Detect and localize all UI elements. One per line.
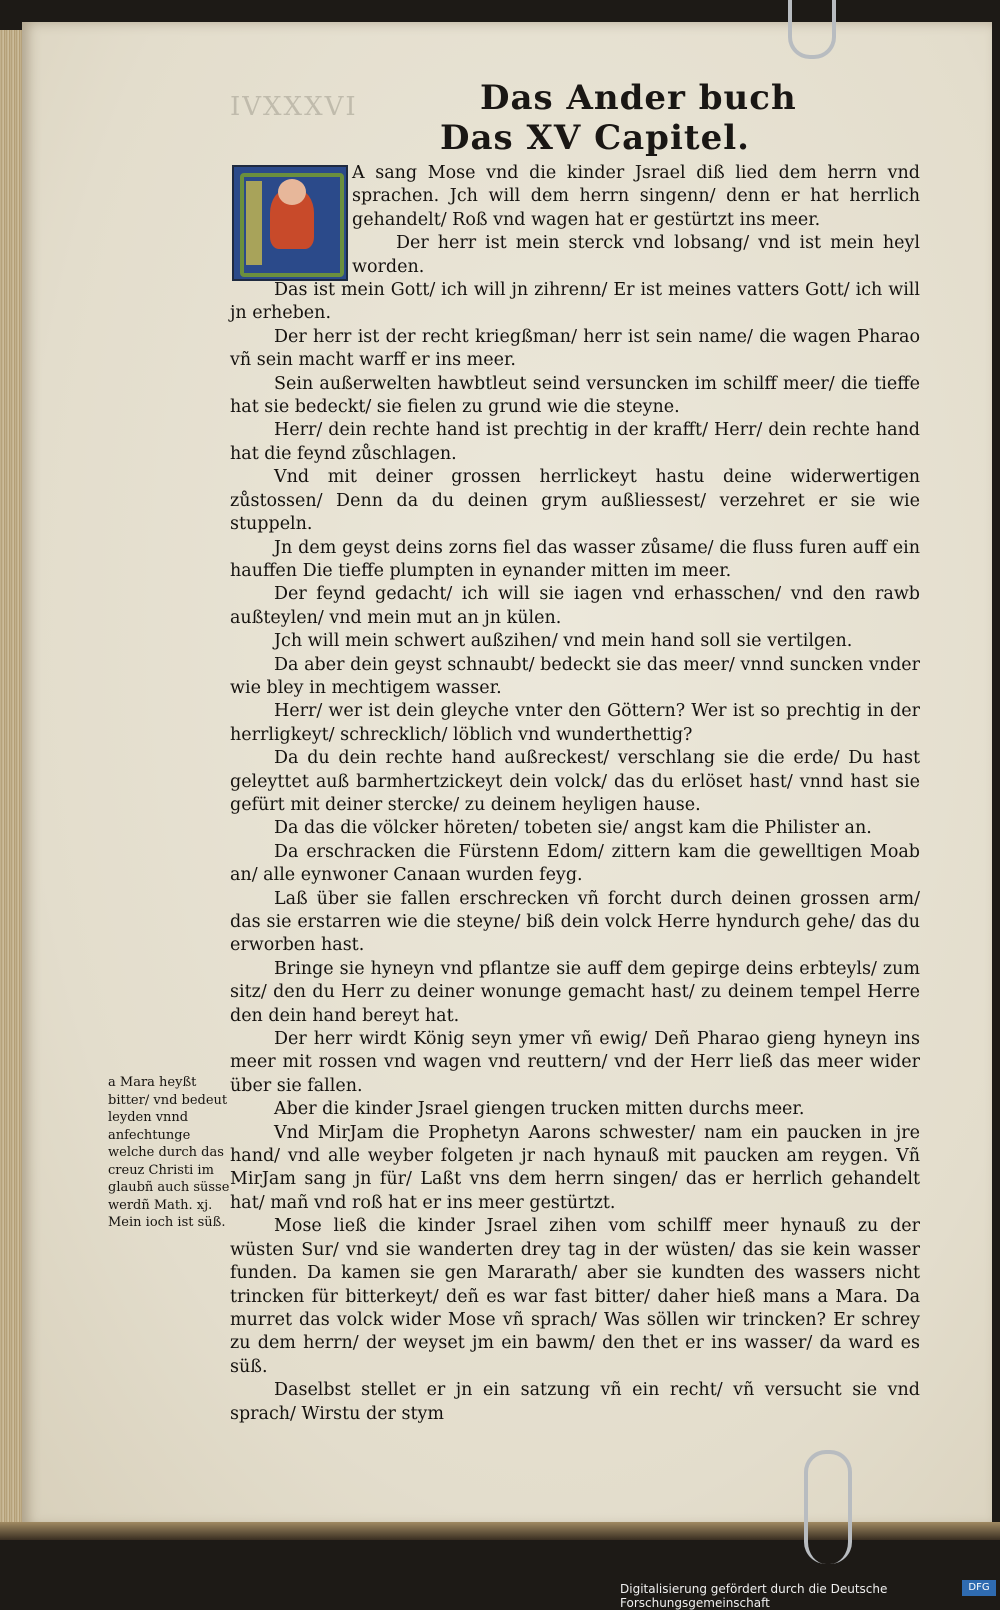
paragraph: Da das die völcker höreten/ tobeten sie/ angst kam die Philister an. <box>274 818 872 839</box>
paragraph: Aber die kinder Jsrael giengen trucken mitten durchs meer. <box>274 1099 805 1120</box>
paragraph: Das ist mein Gott/ ich will jn zihrenn/ Er ist meines vatters Gott/ ich will jn erheben. <box>230 280 920 324</box>
chapter-heading: Das XV Capitel. <box>440 118 750 158</box>
dfg-logo: DFG <box>962 1580 996 1596</box>
paragraph: Daselbst stellet er jn ein satzung vñ ein recht/ vñ versucht sie vnd sprach/ Wirstu der stym <box>230 1380 920 1424</box>
page-title: Das Ander buch <box>480 78 797 118</box>
paragraph: Jn dem geyst deins zorns fiel das wasser zůsame/ die fluss furen auff ein hauffen Die tieffe plumpten in eynander mitten im meer. <box>230 537 920 581</box>
paragraph: Da du dein rechte hand außreckest/ verschlang sie die erde/ Du hast geleyttet auß barmhertzickeyt dein volck/ das du erlöset hast/ vnnd hast sie gefürt mit deiner stercke/ zu deinem heyligen hause. <box>230 748 920 815</box>
paragraph: Herr/ wer ist dein gleyche vnter den Göttern? Wer ist so prechtig in der herrligkeyt/ schrecklich/ löblich vnd wunderthettig? <box>230 701 920 745</box>
paragraph: Der feynd gedacht/ ich will sie iagen vnd erhasschen/ vnd den rawb außteylen/ vnd mein mut an jn külen. <box>230 584 920 628</box>
marginal-note: a Mara heyßt bitter/ vnd bedeut leyden vnnd anfechtunge welche durch das creuz Christi im glaubñ auch süsse werdñ Math. xj. Mein ioch ist süß. <box>108 1075 230 1230</box>
body-text <box>230 162 920 1426</box>
paper-clip-bottom <box>804 1450 852 1564</box>
paragraph: Vnd MirJam die Prophetyn Aarons schwester/ nam ein paucken in jre hand/ vnd alle weyber folgeten jr nach hynauß mit paucken am reygen. Vñ MirJam sang jn für/ Laßt vns dem herrn singen/ das er herrlich gehandelt hat/ mañ vnd roß hat er ins meer gestürtzt. <box>230 1122 920 1213</box>
book-page-edges <box>0 30 24 1530</box>
paragraph: Laß über sie fallen erschrecken vñ forcht durch deinen grossen arm/ das sie erstarren wie die steyne/ biß dein volck Herre hyndurch gehe/ das du erworben hast. <box>230 888 920 956</box>
paragraph: Vnd mit deiner grossen herrlickeyt hastu deine widerwertigen zůstossen/ Denn da du deinen grym außliessest/ verzehret er sie wie stuppeln. <box>230 467 920 535</box>
paragraph: Da erschracken die Fürstenn Edom/ zittern kam die gewelltigen Moab an/ alle eynwoner Canaan wurden feyg. <box>230 841 920 886</box>
paragraph: Herr/ dein rechte hand ist prechtig in der krafft/ Herr/ dein rechte hand hat die feynd zůschlagen. <box>230 420 920 464</box>
paragraph: Sein außerwelten hawbtleut seind versuncken im schilff meer/ die tieffe hat sie bedeckt/ sie fielen zu grund wie die steyne. <box>230 373 920 418</box>
digitization-credit: Digitalisierung gefördert durch die Deutsche Forschungsgemeinschaft <box>620 1582 888 1610</box>
paragraph: Bringe sie hyneyn vnd pflantze sie auff dem gepirge deins erbteyls/ zum sitz/ den du Herr zu deiner wonunge gemacht hast/ zu deinem tempel Herre den dein hand bereyt hat. <box>230 958 920 1026</box>
paragraph: Jch will mein schwert außzihen/ vnd mein hand soll sie vertilgen. <box>274 631 853 652</box>
paragraph: A sang Mose vnd die kinder Jsrael diß lied dem herrn vnd sprachen. Jch will dem herrn singenn/ denn er hat herrlich gehandelt/ Roß vnd wagen hat er gestürtzt ins meer. <box>352 163 920 230</box>
paragraph: Der herr ist der recht kriegßman/ herr ist sein name/ die wagen Pharao vñ sein macht warff er ins meer. <box>230 326 920 371</box>
paragraph: Mose ließ die kinder Jsrael zihen vom schilff meer hynauß zu der wüsten Sur/ vnd sie wanderten drey tag in der wüsten/ das sie kein wasser funden. Da kamen sie gen Mararath/ aber sie kundten des wassers nicht trincken für bitterkeyt/ deñ es war fast bitter/ daher hieß mans a Mara. Da murret das volck wider Mose vñ sprach/ Was söllen wir trincken? Er schrey zu dem herrn/ der weyset jm ein bawm/ den thet er ins wasser/ da ward es süß. <box>230 1216 920 1377</box>
paragraph: Der herr ist mein sterck vnd lobsang/ vnd ist mein heyl worden. <box>352 233 920 277</box>
bleed-through-text: IVXXXVI <box>230 92 358 122</box>
paper-clip-top <box>788 0 836 59</box>
paragraph: Der herr wirdt König seyn ymer vñ ewig/ Deñ Pharao gieng hyneyn ins meer mit rossen vnd wagen vnd reuttern/ vnd der Herr ließ das meer wider über sie fallen. <box>230 1029 920 1096</box>
paragraph: Da aber dein geyst schnaubt/ bedeckt sie das meer/ vnnd suncken vnder wie bley in mechtigem wasser. <box>230 654 920 698</box>
